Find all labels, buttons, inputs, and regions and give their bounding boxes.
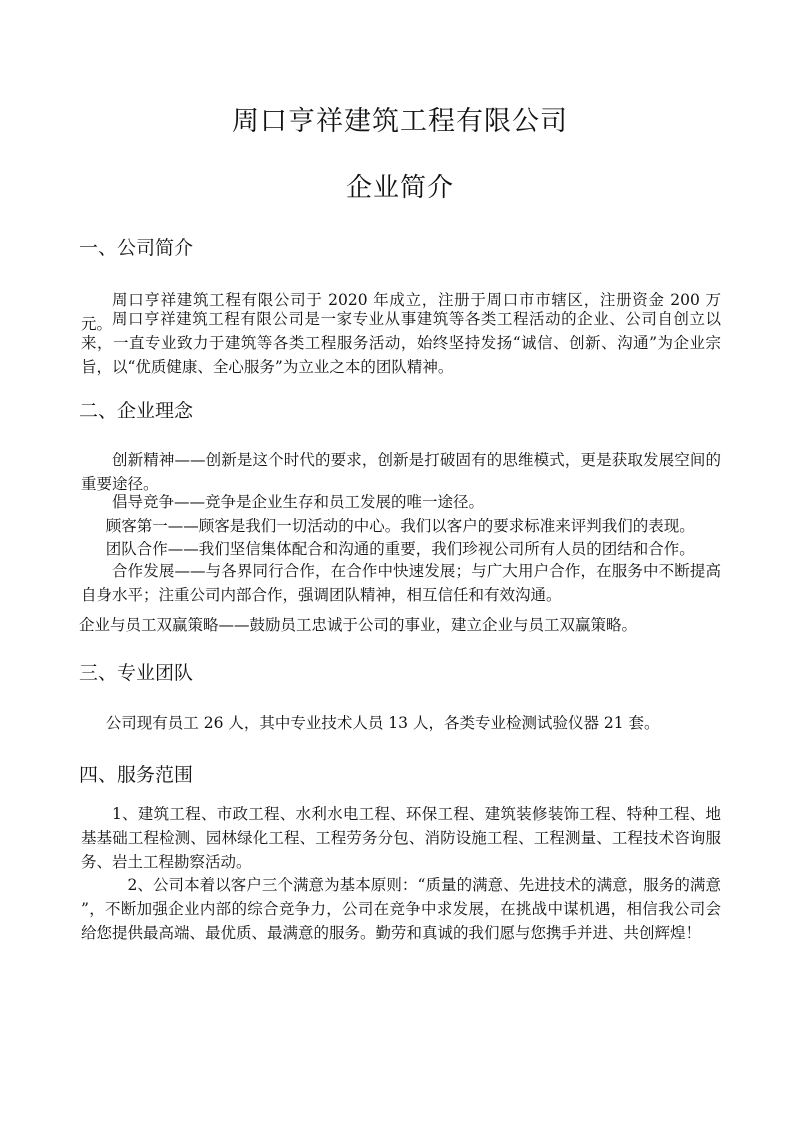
philosophy-paragraph: 团队合作——我们坚信集体配合和沟通的重要，我们珍视公司所有人员的团结和合作。 <box>105 540 695 558</box>
section-heading-company-intro: 一、公司简介 <box>79 237 194 259</box>
document-subtitle: 企业简介 <box>345 173 454 203</box>
philosophy-paragraph: 倡导竞争——竞争是企业生存和员工发展的唯一途径。 <box>112 493 485 511</box>
section-heading-philosophy: 二、企业理念 <box>79 400 194 422</box>
philosophy-paragraph: 企业与员工双赢策略——鼓励员工忠诚于公司的事业，建立企业与员工双赢策略。 <box>79 616 638 634</box>
philosophy-paragraph: 顾客第一——顾客是我们一切活动的中心。我们以客户的要求标准来评判我们的表现。 <box>105 517 695 535</box>
company-intro-paragraph: 周口亨祥建筑工程有限公司于 2020 年成立，注册于周口市市辖区，注册资金 200 万元。 <box>81 291 721 333</box>
section-heading-team: 三、专业团队 <box>79 662 194 684</box>
team-paragraph: 公司现有员工 26 人，其中专业技术人员 13 人，各类专业检测试验仪器 21 套。 <box>105 714 660 732</box>
service-scope-paragraph: 1、建筑工程、市政工程、水利水电工程、环保工程、建筑装修装饰工程、特种工程、地基基础工程检测、园林绿化工程、工程劳务分包、消防设施工程、工程测量、工程技术咨询服务、岩土工程勘察活动。 <box>81 805 721 871</box>
philosophy-paragraph: 合作发展——与各界同行合作，在合作中快速发展；与广大用户合作，在服务中不断提高自身水平；注重公司内部合作，强调团队精神，相互信任和有效沟通。 <box>81 562 721 604</box>
section-heading-service-scope: 四、服务范围 <box>79 764 194 786</box>
service-scope-paragraph: 2、公司本着以客户三个满意为基本原则：“质量的满意、先进技术的满意，服务的满意 ”，不断加强企业内部的综合竞争力，公司在竞争中求发展，在挑战中谋机遇，相信我公司会给您提供最高端、最优质、最满意的服务。勤劳和真诚的我们愿与您携手并进、共创辉煌！ <box>81 876 721 942</box>
company-title: 周口亨祥建筑工程有限公司 <box>232 106 568 137</box>
company-intro-paragraph: 周口亨祥建筑工程有限公司是一家专业从事建筑等各类工程活动的企业、公司自创立以来，一直专业致力于建筑等各类工程服务活动，始终坚持发扬“诚信、创新、沟通”为企业宗旨，以“优质健康、全心服务”为立业之本的团队精神。 <box>81 310 721 376</box>
philosophy-paragraph: 创新精神——创新是这个时代的要求，创新是打破固有的思维模式，更是获取发展空间的重要途径。 <box>81 451 721 493</box>
